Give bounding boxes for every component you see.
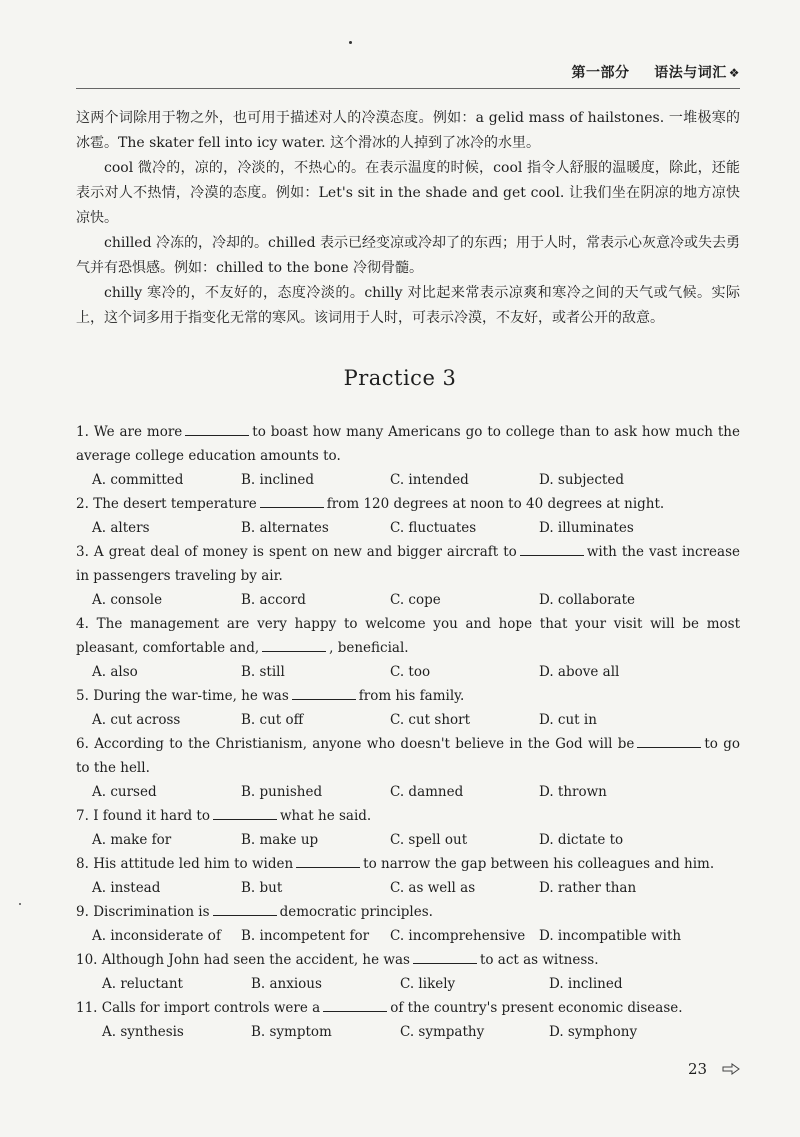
answer-option: C. damned bbox=[390, 784, 464, 800]
answer-option: A. instead bbox=[92, 880, 161, 896]
options-row bbox=[76, 588, 740, 612]
header-section: 第一部分 bbox=[571, 65, 630, 81]
intro-paragraph: chilly 寒冷的，不友好的，态度冷淡的。chilly 对比起来常表示凉爽和寒冷之间的天气或气候。实际上，这个词多用于指变化无常的寒风。该词用于人时，可表示冷漠，不友好，或者公开的敌意。 bbox=[76, 285, 740, 326]
question-text: democratic principles. bbox=[279, 904, 433, 920]
answer-option: A. committed bbox=[92, 472, 184, 488]
answer-option: A. also bbox=[92, 664, 138, 680]
question-text: of the country's present economic disease. bbox=[390, 1000, 683, 1016]
page-number: 23 bbox=[688, 1060, 708, 1078]
answer-blank bbox=[260, 495, 324, 508]
question-stem bbox=[76, 492, 740, 516]
answer-blank bbox=[296, 855, 360, 868]
answer-option: A. cursed bbox=[92, 784, 157, 800]
question-text: , beneficial. bbox=[329, 640, 409, 656]
answer-option: C. spell out bbox=[390, 832, 468, 848]
question-number: 4. bbox=[76, 616, 89, 632]
answer-option: D. cut in bbox=[539, 712, 597, 728]
answer-option: B. incompetent for bbox=[241, 928, 370, 944]
intro-text bbox=[76, 106, 740, 331]
question-item bbox=[76, 684, 740, 732]
answer-option: C. incomprehensive bbox=[390, 928, 526, 944]
answer-option: C. fluctuates bbox=[390, 520, 477, 536]
answer-option: B. but bbox=[241, 880, 283, 896]
answer-option: D. symphony bbox=[549, 1024, 638, 1040]
question-stem bbox=[76, 804, 740, 828]
question-stem bbox=[76, 540, 740, 588]
answer-blank bbox=[213, 807, 277, 820]
answer-option: B. punished bbox=[241, 784, 323, 800]
question-item bbox=[76, 612, 740, 684]
answer-option: D. rather than bbox=[539, 880, 637, 896]
question-text: Calls for import controls were a bbox=[101, 1000, 321, 1016]
question-text: According to the Christianism, anyone who doesn't believe in the God will be bbox=[94, 736, 635, 752]
answer-option: D. above all bbox=[539, 664, 620, 680]
answer-option: D. incompatible with bbox=[539, 928, 682, 944]
question-text: to narrow the gap between his colleagues and him. bbox=[363, 856, 715, 872]
question-text: from his family. bbox=[358, 688, 465, 704]
question-item bbox=[76, 996, 740, 1044]
question-list bbox=[76, 420, 740, 1044]
answer-option: C. likely bbox=[400, 976, 456, 992]
answer-blank bbox=[520, 543, 584, 556]
question-text: The desert temperature bbox=[93, 496, 257, 512]
answer-option: A. synthesis bbox=[102, 1024, 184, 1040]
question-text: Although John had seen the accident, he was bbox=[101, 952, 410, 968]
question-text: to act as witness. bbox=[479, 952, 599, 968]
question-text: from 120 degrees at noon to 40 degrees at night. bbox=[326, 496, 665, 512]
answer-option: B. inclined bbox=[241, 472, 315, 488]
answer-option: D. illuminates bbox=[539, 520, 634, 536]
question-text: with the vast increase in passengers traveling by air. bbox=[76, 544, 740, 584]
question-stem bbox=[76, 996, 740, 1020]
intro-paragraph: chilled 冷冻的，冷却的。chilled 表示已经变凉或冷却了的东西；用于人时，常表示心灰意冷或失去勇气并有恐惧感。例如：chilled to the bone 冷彻骨髓。 bbox=[76, 235, 740, 276]
answer-blank bbox=[262, 639, 326, 652]
question-text: The management are very happy to welcome you and hope that your visit will be most pleasant, comfortable and, bbox=[76, 616, 740, 656]
question-number: 1. bbox=[76, 424, 89, 440]
answer-blank bbox=[323, 999, 387, 1012]
answer-blank bbox=[292, 687, 356, 700]
answer-option: C. sympathy bbox=[400, 1024, 485, 1040]
question-text: During the war-time, he was bbox=[93, 688, 289, 704]
options-row bbox=[76, 924, 740, 948]
options-row bbox=[76, 708, 740, 732]
question-number: 6. bbox=[76, 736, 89, 752]
answer-option: A. reluctant bbox=[102, 976, 183, 992]
question-text: what he said. bbox=[279, 808, 372, 824]
options-row bbox=[76, 780, 740, 804]
question-number: 9. bbox=[76, 904, 89, 920]
answer-option: B. alternates bbox=[241, 520, 329, 536]
question-number: 8. bbox=[76, 856, 89, 872]
answer-option: D. collaborate bbox=[539, 592, 635, 608]
answer-option: A. alters bbox=[92, 520, 150, 536]
question-stem bbox=[76, 900, 740, 924]
answer-option: B. cut off bbox=[241, 712, 304, 728]
question-text: to go to the hell. bbox=[76, 736, 740, 776]
question-item bbox=[76, 420, 740, 492]
running-header bbox=[76, 62, 740, 89]
answer-option: B. still bbox=[241, 664, 285, 680]
answer-option: C. intended bbox=[390, 472, 469, 488]
answer-option: B. symptom bbox=[251, 1024, 332, 1040]
answer-option: B. anxious bbox=[251, 976, 322, 992]
question-item bbox=[76, 804, 740, 852]
answer-option: D. subjected bbox=[539, 472, 624, 488]
header-diamond-icon: ❖ bbox=[728, 66, 740, 80]
question-item bbox=[76, 540, 740, 612]
options-row bbox=[76, 828, 740, 852]
question-text: Discrimination is bbox=[93, 904, 210, 920]
question-stem bbox=[76, 732, 740, 780]
answer-blank bbox=[637, 735, 701, 748]
answer-option: C. cut short bbox=[390, 712, 471, 728]
margin-mark bbox=[19, 903, 21, 905]
question-item bbox=[76, 492, 740, 540]
question-text: I found it hard to bbox=[93, 808, 210, 824]
answer-blank bbox=[185, 423, 249, 436]
answer-option: C. cope bbox=[390, 592, 441, 608]
question-text: A great deal of money is spent on new and bigger aircraft to bbox=[93, 544, 517, 560]
header-title: 语法与词汇 bbox=[654, 65, 727, 81]
intro-paragraph: 这两个词除用于物之外，也可用于描述对人的冷漠态度。例如：a gelid mass of hailstones. 一堆极寒的冰雹。The skater fell into icy water. 这个滑冰的人掉到了冰冷的水里。 bbox=[76, 110, 740, 151]
answer-option: A. console bbox=[92, 592, 163, 608]
options-row bbox=[76, 468, 740, 492]
options-row bbox=[76, 660, 740, 684]
question-stem bbox=[76, 420, 740, 468]
answer-blank bbox=[213, 903, 277, 916]
question-stem bbox=[76, 684, 740, 708]
answer-option: D. dictate to bbox=[539, 832, 624, 848]
arrow-right-icon bbox=[722, 1063, 740, 1075]
question-stem bbox=[76, 852, 740, 876]
question-item bbox=[76, 948, 740, 996]
question-number: 7. bbox=[76, 808, 89, 824]
answer-option: A. make for bbox=[92, 832, 172, 848]
answer-option: A. cut across bbox=[92, 712, 181, 728]
question-item bbox=[76, 900, 740, 948]
answer-option: C. as well as bbox=[390, 880, 476, 896]
answer-option: B. accord bbox=[241, 592, 306, 608]
question-text: to boast how many Americans go to college than to ask how much the average college education amounts to. bbox=[76, 424, 740, 464]
options-row bbox=[76, 876, 740, 900]
intro-paragraph: cool 微冷的，凉的，冷淡的，不热心的。在表示温度的时候，cool 指令人舒服的温暖度，除此，还能表示对人不热情，冷漠的态度。例如：Let's sit in the shade and get cool. 让我们坐在阴凉的地方凉快凉快。 bbox=[76, 160, 740, 226]
answer-option: A. inconsiderate of bbox=[92, 928, 221, 944]
question-number: 11. bbox=[76, 1000, 98, 1016]
question-stem bbox=[76, 612, 740, 660]
options-row bbox=[76, 516, 740, 540]
answer-blank bbox=[413, 951, 477, 964]
answer-option: B. make up bbox=[241, 832, 319, 848]
question-number: 2. bbox=[76, 496, 89, 512]
question-text: We are more bbox=[93, 424, 183, 440]
question-stem bbox=[76, 948, 740, 972]
options-row bbox=[76, 1020, 740, 1044]
answer-option: D. inclined bbox=[549, 976, 623, 992]
options-row bbox=[76, 972, 740, 996]
ink-dot bbox=[349, 41, 352, 44]
answer-option: C. too bbox=[390, 664, 431, 680]
practice-title: Practice 3 bbox=[343, 366, 457, 390]
answer-option: D. thrown bbox=[539, 784, 607, 800]
question-item bbox=[76, 732, 740, 804]
question-number: 3. bbox=[76, 544, 89, 560]
question-number: 10. bbox=[76, 952, 98, 968]
question-item bbox=[76, 852, 740, 900]
question-text: His attitude led him to widen bbox=[93, 856, 294, 872]
question-number: 5. bbox=[76, 688, 89, 704]
